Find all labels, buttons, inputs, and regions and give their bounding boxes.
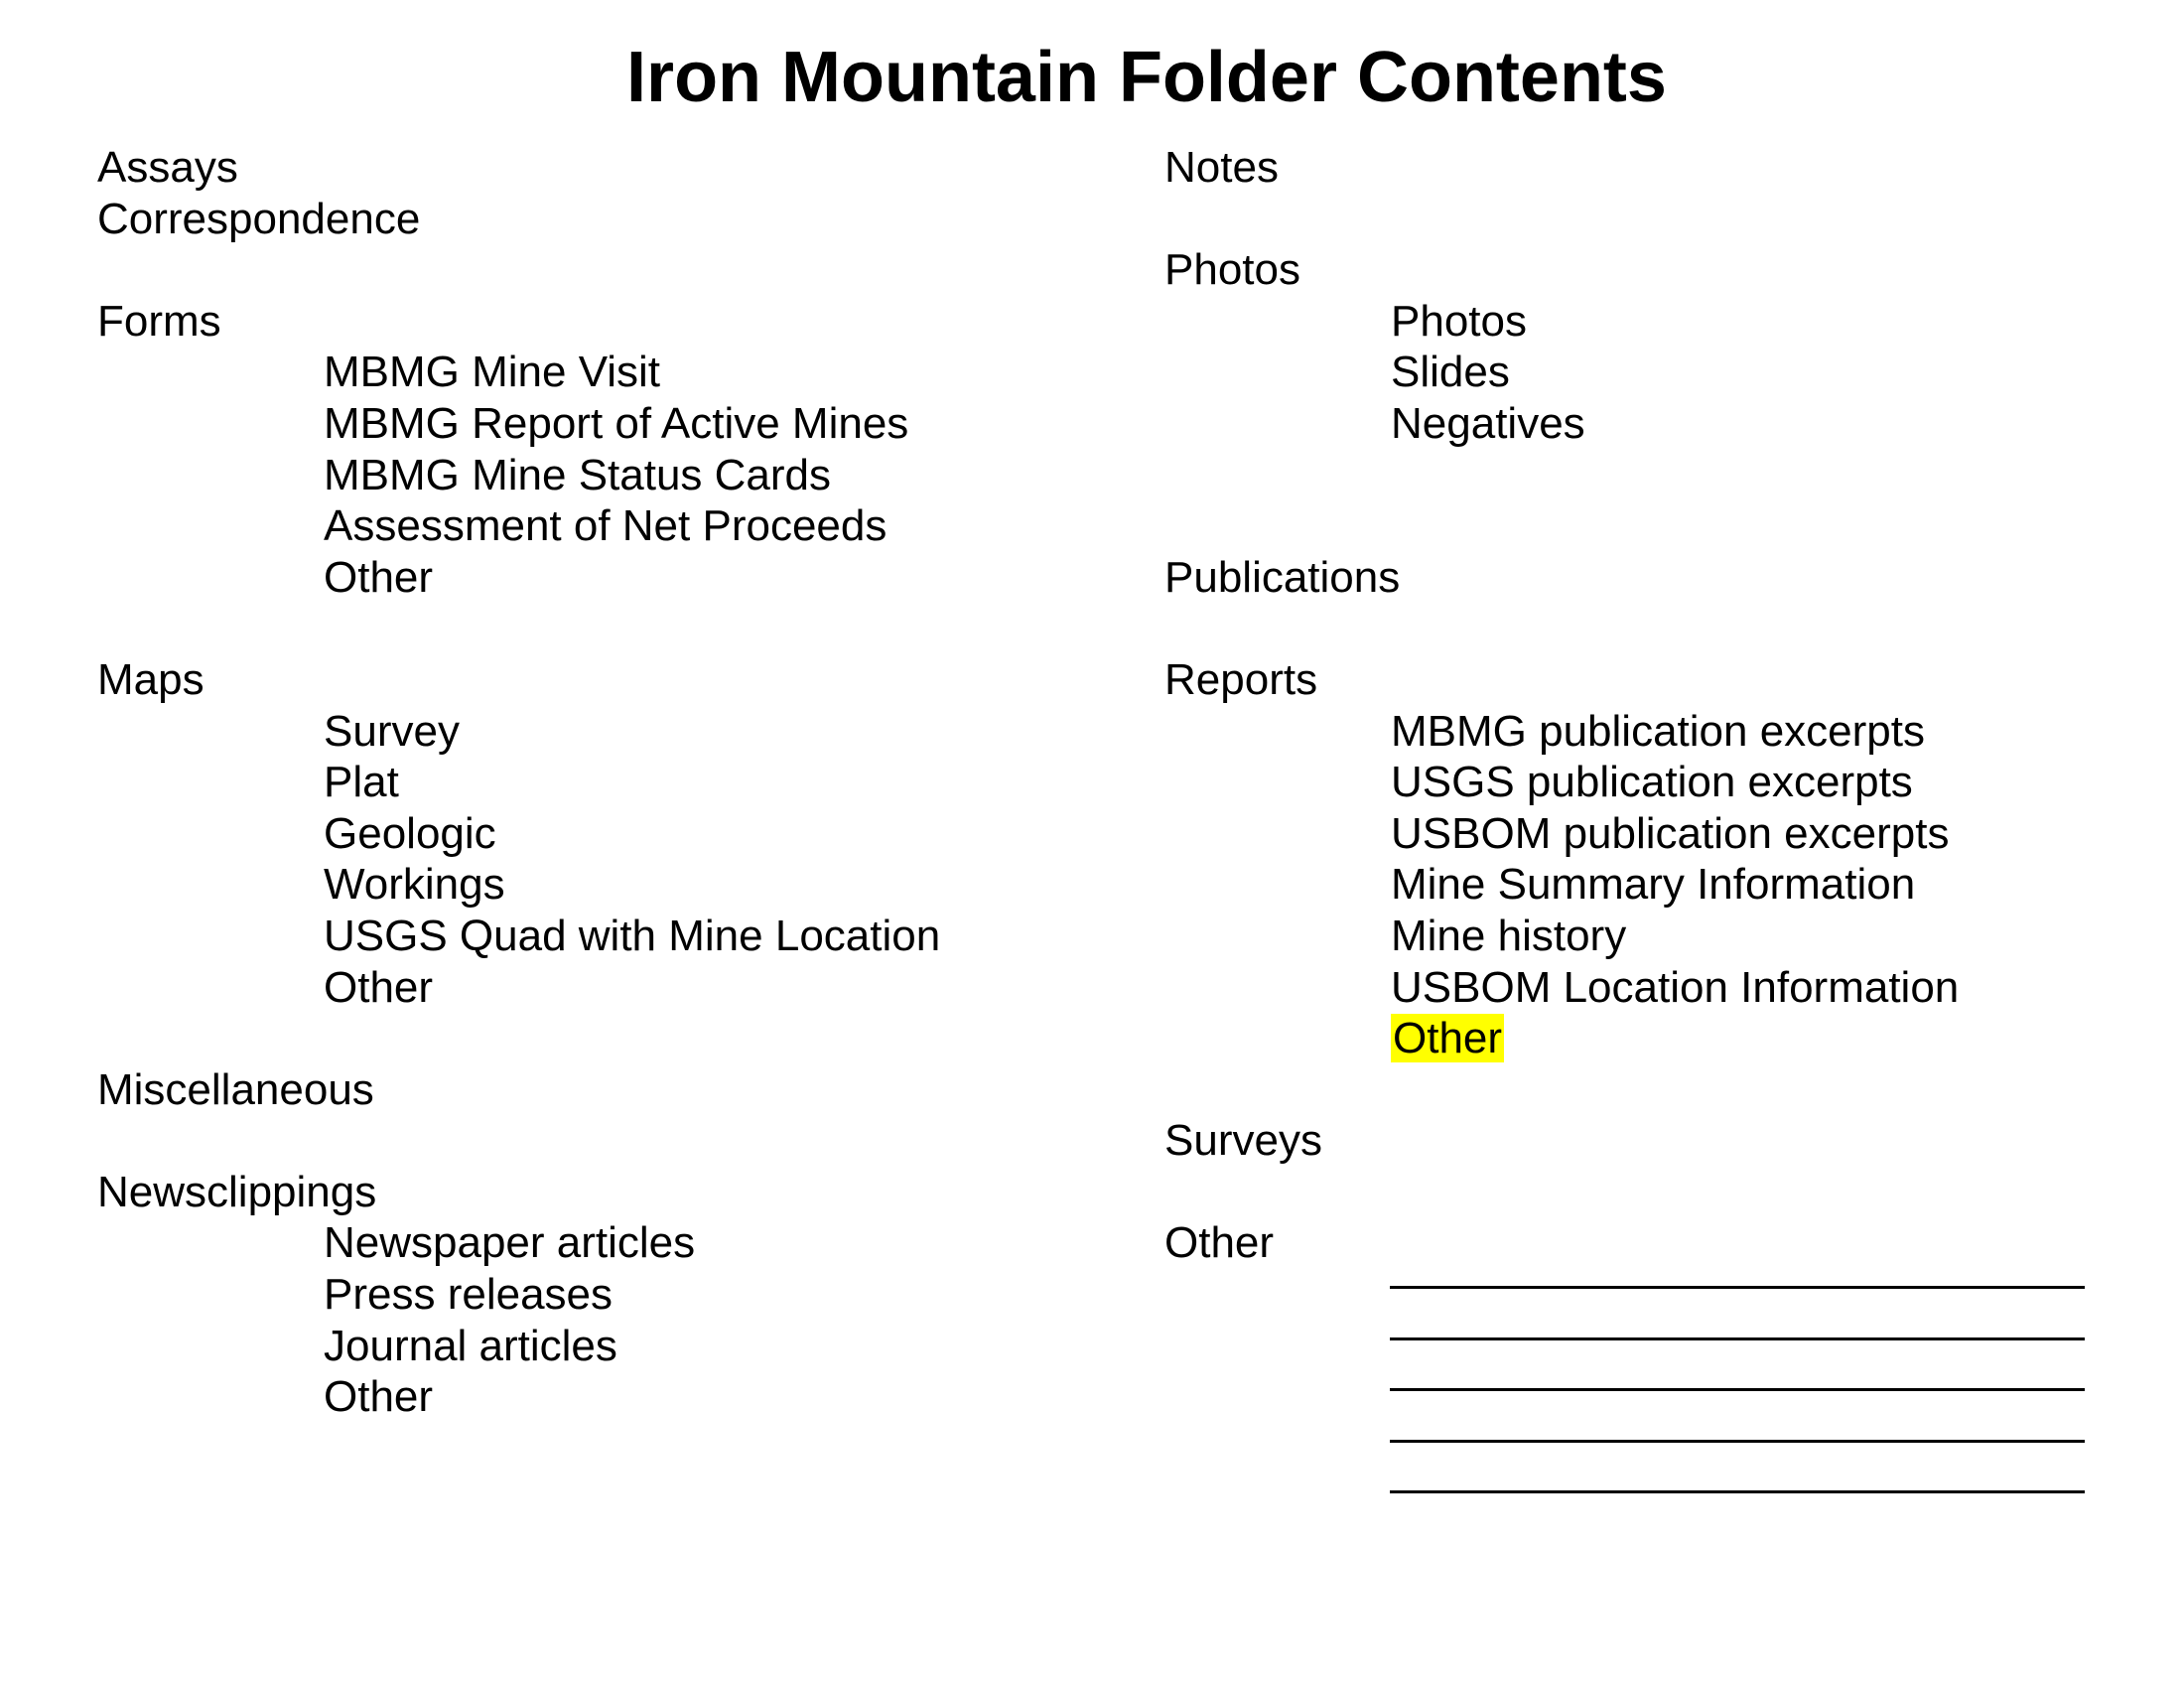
item-label: Correspondence (97, 194, 421, 243)
write-in-line (1390, 1490, 2085, 1493)
item-label: Other (1164, 1218, 1275, 1268)
item-label: Photos (1164, 245, 1300, 295)
category-surveys (1164, 1115, 1959, 1167)
page-title: Iron Mountain Folder Contents (626, 38, 1667, 117)
item-label: Survey (324, 706, 460, 756)
subcategory-mine-summary-information (1164, 859, 1959, 911)
item-label: Journal articles (324, 1321, 617, 1370)
category-miscellaneous (97, 1064, 940, 1116)
subcategory-plat (97, 757, 940, 808)
blank-spacer (1164, 603, 1959, 654)
item-label: Press releases (324, 1270, 614, 1320)
subcategory-photos (1164, 296, 1959, 348)
category-forms (97, 296, 940, 348)
subcategory-journal-articles (97, 1321, 940, 1372)
blank-spacer (97, 1115, 940, 1167)
item-label: USBOM publication excerpts (1391, 808, 1950, 858)
subcategory-mine-history (1164, 911, 1959, 962)
subcategory-other (97, 1371, 940, 1423)
item-label: MBMG publication excerpts (1391, 706, 1925, 756)
category-other (1164, 1217, 1959, 1269)
blank-spacer (1164, 1064, 1959, 1116)
item-label: Geologic (324, 808, 496, 858)
subcategory-usgs-quad-with-mine-location (97, 911, 940, 962)
blank-spacer (97, 1013, 940, 1064)
category-notes (1164, 142, 1959, 194)
subcategory-negatives (1164, 398, 1959, 450)
category-assays (97, 142, 940, 194)
category-photos (1164, 244, 1959, 296)
item-label: Other (324, 1372, 434, 1422)
subcategory-usbom-location-information (1164, 962, 1959, 1014)
blank-spacer (97, 603, 940, 654)
item-label: MBMG Mine Visit (324, 348, 661, 397)
item-label: USGS publication excerpts (1391, 758, 1913, 807)
item-label: Newsclippings (97, 1167, 377, 1216)
category-reports (1164, 654, 1959, 706)
left-column-list (97, 142, 940, 1423)
subcategory-usgs-publication-excerpts (1164, 757, 1959, 808)
subcategory-mbmg-mine-visit (97, 347, 940, 398)
write-in-lines (1390, 1286, 2085, 1542)
subcategory-other (1164, 1013, 1959, 1064)
subcategory-survey (97, 706, 940, 758)
subcategory-mbmg-publication-excerpts (1164, 706, 1959, 758)
highlighted-item-label: Other (1393, 1014, 1503, 1063)
subcategory-press-releases (97, 1269, 940, 1321)
item-label: Miscellaneous (97, 1064, 374, 1114)
subcategory-geologic (97, 808, 940, 860)
item-label: Slides (1391, 348, 1510, 397)
write-in-line (1390, 1286, 2085, 1289)
item-label: Maps (97, 654, 205, 704)
item-label: Negatives (1391, 398, 1585, 448)
item-label: Newspaper articles (324, 1218, 696, 1268)
category-maps (97, 654, 940, 706)
item-label: Surveys (1164, 1116, 1322, 1166)
item-label: USGS Quad with Mine Location (324, 911, 941, 960)
blank-spacer (1164, 450, 1959, 501)
write-in-line (1390, 1337, 2085, 1340)
subcategory-usbom-publication-excerpts (1164, 808, 1959, 860)
subcategory-newspaper-articles (97, 1217, 940, 1269)
subcategory-other (97, 552, 940, 604)
blank-spacer (1164, 1167, 1959, 1218)
blank-spacer (1164, 194, 1959, 245)
item-label: Publications (1164, 552, 1401, 602)
subcategory-assessment-of-net-proceeds (97, 500, 940, 552)
item-label: Mine history (1391, 911, 1627, 960)
item-label: Assays (97, 143, 238, 192)
item-label: Plat (324, 758, 399, 807)
item-label: Reports (1164, 654, 1318, 704)
item-label: MBMG Mine Status Cards (324, 450, 832, 499)
item-label: Notes (1164, 143, 1279, 192)
subcategory-slides (1164, 347, 1959, 398)
item-label: Forms (97, 296, 221, 346)
blank-spacer (97, 244, 940, 296)
write-in-line (1390, 1388, 2085, 1391)
item-label: Mine Summary Information (1391, 860, 1916, 910)
item-label: Other (324, 962, 434, 1012)
subcategory-workings (97, 859, 940, 911)
subcategory-mbmg-report-of-active-mines (97, 398, 940, 450)
item-label: USBOM Location Information (1391, 962, 1960, 1012)
subcategory-mbmg-mine-status-cards (97, 450, 940, 501)
right-column-list (1164, 142, 1959, 1269)
write-in-line (1390, 1440, 2085, 1443)
category-newsclippings (97, 1167, 940, 1218)
item-label: Photos (1391, 296, 1527, 346)
item-label: MBMG Report of Active Mines (324, 398, 909, 448)
category-correspondence (97, 194, 940, 245)
item-label: Workings (324, 860, 505, 910)
subcategory-other (97, 962, 940, 1014)
item-label: Other (324, 552, 434, 602)
blank-spacer (1164, 500, 1959, 552)
category-publications (1164, 552, 1959, 604)
item-label: Assessment of Net Proceeds (324, 501, 887, 551)
